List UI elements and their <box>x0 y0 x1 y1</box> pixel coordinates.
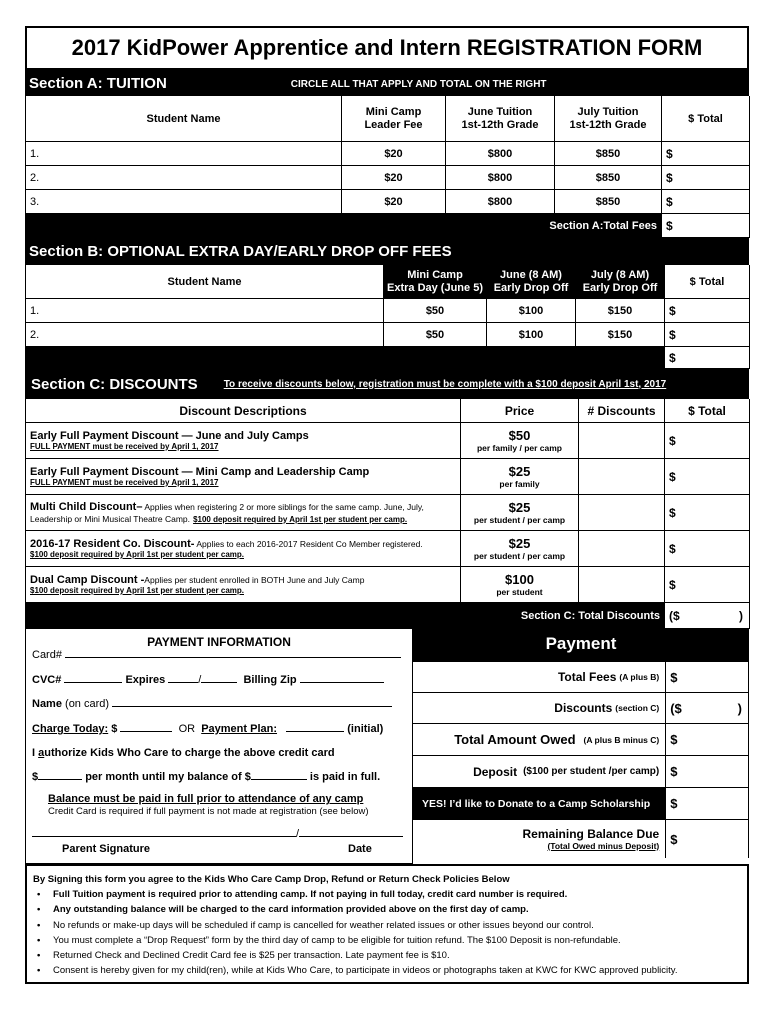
section-a-instruction: CIRCLE ALL THAT APPLY AND TOTAL ON THE RIGHT <box>290 78 547 90</box>
total-owed-row: Total Amount Owed (A plus B minus C) $ <box>413 724 749 756</box>
col-discount-count: # Discounts <box>579 399 665 423</box>
fee-option[interactable]: $800 <box>446 166 555 190</box>
section-c-total-field[interactable]: ($ ) <box>665 603 750 629</box>
section-a-total-label: Section A:Total Fees <box>26 214 662 238</box>
section-b-total-field[interactable]: $ <box>665 347 750 369</box>
section-b-total-label <box>26 347 665 369</box>
discount-total-field[interactable]: $ <box>665 423 750 459</box>
payment-summary <box>413 629 749 864</box>
fee-option[interactable]: $20 <box>342 190 446 214</box>
student-name-field-1[interactable]: 1. <box>26 299 384 323</box>
section-a-header <box>25 70 749 96</box>
fee-option[interactable]: $50 <box>384 299 487 323</box>
deposit-row: Deposit ($100 per student /per camp) $ <box>413 756 749 788</box>
policy-item: • Full Tuition payment is required prior to attending camp. If not paying in full today, credit card number is required. <box>33 887 741 902</box>
total-field[interactable]: $ <box>665 299 750 323</box>
billing-zip-field[interactable] <box>300 682 384 683</box>
discount-count-field[interactable] <box>579 459 665 495</box>
discount-total-field[interactable]: $ <box>665 531 750 567</box>
signature-line[interactable]: / <box>32 828 403 840</box>
fee-option[interactable]: $100 <box>487 299 576 323</box>
payment-plan-row: $ per month until my balance of $ is paid in full. <box>32 771 381 783</box>
section-b-title: Section B: OPTIONAL EXTRA DAY/EARLY DROP OFF FEES <box>29 243 452 260</box>
fee-option[interactable]: $850 <box>555 142 662 166</box>
col-july-tuition: July Tuition 1st-12th Grade <box>555 96 662 142</box>
total-fees-field[interactable]: $ <box>670 669 678 685</box>
discount-total-field[interactable]: $ <box>665 495 750 531</box>
registration-form <box>25 26 749 984</box>
policy-item: • You must complete a “Drop Request” form by the third day of camp to be eligible for tuition refund. The $100 Deposit is non-refundable. <box>33 933 741 948</box>
policy-list <box>33 887 741 978</box>
credit-card-note: Credit Card is required if full payment is not made at registration (see below) <box>48 806 369 817</box>
fee-option[interactable]: $850 <box>555 166 662 190</box>
discount-resident-co: 2016-17 Resident Co. Discount- Applies to each 2016-2017 Resident Co Member registered. $100 deposit required by April 1st per student per camp. <box>26 531 461 567</box>
form-title: 2017 KidPower Apprentice and Intern REGISTRATION FORM <box>25 26 749 70</box>
discount-total-field[interactable]: $ <box>665 459 750 495</box>
section-a-title: Section A: TUITION <box>29 74 167 92</box>
discount-count-field[interactable] <box>579 567 665 603</box>
discounts-field[interactable]: ($ ) <box>670 700 742 716</box>
remaining-balance-row: Remaining Balance Due (Total Owed minus Deposit) $ <box>413 820 749 858</box>
parent-signature-label: Parent Signature <box>62 843 151 855</box>
section-c-table <box>25 399 749 629</box>
name-on-card-field[interactable]: Name (on card) <box>32 698 392 710</box>
section-a-table <box>25 96 749 238</box>
discount-price: $25 per family <box>461 459 579 495</box>
donate-row <box>413 788 749 820</box>
section-c-total-label: Section C: Total Discounts <box>26 603 665 629</box>
donate-label: YES! I’d like to Donate to a Camp Scholarship <box>413 788 666 819</box>
expiry-year-field[interactable] <box>201 682 237 683</box>
discount-count-field[interactable] <box>579 495 665 531</box>
total-field[interactable]: $ <box>662 166 750 190</box>
discount-price: $100 per student <box>461 567 579 603</box>
discount-multi-child: Multi Child Discount– Applies when registering 2 or more siblings for the same camp. June, July, Leadership or Mini Musical Theatre Camp. $100 deposit required by April 1st per student per camp. <box>26 495 461 531</box>
payment-information <box>25 629 413 864</box>
payment-title: Payment <box>413 629 749 662</box>
discount-total-field[interactable]: $ <box>665 567 750 603</box>
section-b-table <box>25 265 749 369</box>
col-discount-desc: Discount Descriptions <box>26 399 461 423</box>
total-field[interactable]: $ <box>662 190 750 214</box>
policy-item: • No refunds or make-up days will be scheduled if camp is cancelled for weather related issues or other issues beyond our control. <box>33 918 741 933</box>
charge-today-field[interactable] <box>120 731 172 732</box>
col-june-tuition: June Tuition 1st-12th Grade <box>446 96 555 142</box>
col-price: Price <box>461 399 579 423</box>
charge-row: Charge Today: $ OR Payment Plan: (initial) <box>32 723 384 735</box>
fee-option[interactable]: $150 <box>576 299 665 323</box>
fee-option[interactable]: $50 <box>384 323 487 347</box>
discount-price: $25 per student / per camp <box>461 495 579 531</box>
payment-plan-field[interactable] <box>286 731 344 732</box>
donate-field[interactable]: $ <box>670 796 678 811</box>
policy-intro: By Signing this form you agree to the Kids Who Care Camp Drop, Refund or Return Check Policies Below <box>33 874 510 885</box>
fee-option[interactable]: $20 <box>342 142 446 166</box>
policy-box <box>25 864 749 984</box>
col-june-drop-off: June (8 AM) Early Drop Off <box>487 265 576 299</box>
discount-price: $25 per student / per camp <box>461 531 579 567</box>
fee-option[interactable]: $850 <box>555 190 662 214</box>
student-name-field-3[interactable]: 3. <box>26 190 342 214</box>
discount-count-field[interactable] <box>579 423 665 459</box>
col-july-drop-off: July (8 AM) Early Drop Off <box>576 265 665 299</box>
policy-item: • Consent is hereby given for my child(ren), while at Kids Who Care, to participate in videos or photographs taken at KWC for KWC approved publicity. <box>33 963 741 978</box>
discounts-row: Discounts (section C) ($ ) <box>413 693 749 724</box>
total-field[interactable]: $ <box>665 323 750 347</box>
total-fees-row: Total Fees (A plus B) $ <box>413 662 749 693</box>
policy-item: • Returned Check and Declined Credit Card fee is $25 per transaction. Late payment fee is $10. <box>33 948 741 963</box>
fee-option[interactable]: $150 <box>576 323 665 347</box>
authorize-text: I authorize Kids Who Care to charge the above credit card <box>32 747 335 759</box>
student-name-field-2[interactable]: 2. <box>26 323 384 347</box>
remaining-balance-field[interactable]: $ <box>670 831 678 847</box>
col-total: $ Total <box>665 399 750 423</box>
fee-option[interactable]: $100 <box>487 323 576 347</box>
col-student-name: Student Name <box>26 96 342 142</box>
balance-amount-field[interactable] <box>251 779 307 780</box>
section-c-title: Section C: DISCOUNTS <box>31 375 198 393</box>
expiry-month-field[interactable] <box>168 682 198 683</box>
section-c-note: To receive discounts below, registration must be complete with a $100 deposit April 1st, 2017 <box>223 378 667 390</box>
deposit-field[interactable]: $ <box>670 764 678 779</box>
discount-early-june-july: Early Full Payment Discount — June and July Camps FULL PAYMENT must be received by April 1, 2017 <box>26 423 461 459</box>
balance-note: Balance must be paid in full prior to attendance of any camp <box>48 793 364 805</box>
card-number-field[interactable]: Card# <box>32 649 401 661</box>
col-total: $ Total <box>662 96 750 142</box>
discount-early-mini-camp: Early Full Payment Discount — Mini Camp and Leadership Camp FULL PAYMENT must be received by April 1, 2017 <box>26 459 461 495</box>
col-student-name: Student Name <box>26 265 384 299</box>
col-mini-camp-extra: Mini Camp Extra Day (June 5) <box>384 265 487 299</box>
section-c-header <box>25 369 749 399</box>
col-mini-camp: Mini Camp Leader Fee <box>342 96 446 142</box>
section-b-header <box>25 238 749 265</box>
fee-option[interactable]: $800 <box>446 142 555 166</box>
payment-area <box>25 629 749 864</box>
student-name-field-2[interactable]: 2. <box>26 166 342 190</box>
section-a-total-field[interactable]: $ <box>662 214 750 238</box>
total-field[interactable]: $ <box>662 142 750 166</box>
cvc-field[interactable] <box>64 682 122 683</box>
payment-info-title: PAYMENT INFORMATION <box>147 635 291 649</box>
monthly-amount-field[interactable] <box>38 779 82 780</box>
student-name-field-1[interactable]: 1. <box>26 142 342 166</box>
discount-dual-camp: Dual Camp Discount -Applies per student enrolled in BOTH June and July Camp $100 deposit required by April 1st per student per camp. <box>26 567 461 603</box>
card-details-row: CVC# Expires / Billing Zip <box>32 674 384 686</box>
date-label: Date <box>348 843 372 855</box>
total-owed-field[interactable]: $ <box>670 732 678 747</box>
discount-price: $50 per family / per camp <box>461 423 579 459</box>
fee-option[interactable]: $20 <box>342 166 446 190</box>
fee-option[interactable]: $800 <box>446 190 555 214</box>
col-total: $ Total <box>665 265 750 299</box>
discount-count-field[interactable] <box>579 531 665 567</box>
policy-item: • Any outstanding balance will be charged to the card information provided above on the first day of camp. <box>33 902 741 917</box>
